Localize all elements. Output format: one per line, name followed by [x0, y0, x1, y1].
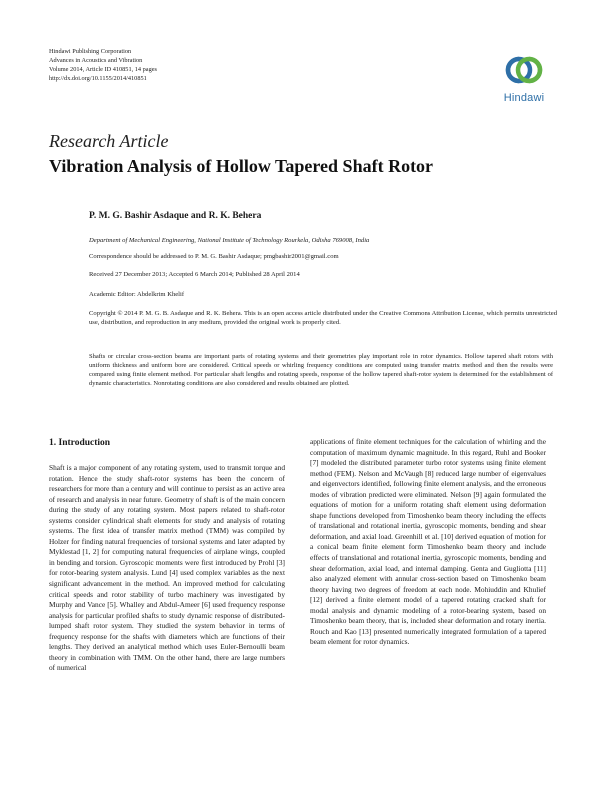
- introduction-paragraph-left: Shaft is a major component of any rotating system, used to transmit torque and rotation. Hence the study shaft-rotor systems has been the concern of researchers for more than a century and will continue to persist as an active area of research and analysis in near future. Geometry of shaft is of the main concern during the study of any rotating system. Most papers related to shaft-rotor systems consider cylindrical shaft elements for study and analysis of rotating systems. The first idea of transfer matrix method (TMM) was compiled by Holzer for finding natural frequencies of torsional systems and later adapted by Myklestad [1, 2] for computing natural frequencies of airplane wings, coupled in bending and torsion. Gyroscopic moments were first introduced by Prohl [3] for rotor-bearing system analysis. Lund [4] used complex variables as the next significant advancement in the method. An improved method for calculating critical speeds and rotor stability of turbo machinery was investigated by Murphy and Vance [5]. Whalley and Abdul-Ameer [6] used frequency response analysis for particular profiled shafts to study dynamic response of distributed-lumped shaft rotor system. They studied the system behavior in terms of frequency response for the shafts with diameters which are functions of their lengths. They derived an analytical method which uses Euler-Bernoulli beam theory in combination with TMM. On the other hand, there are large numbers of numerical: [49, 463, 285, 673]
- section-heading-introduction: 1. Introduction: [49, 438, 111, 448]
- article-title: Vibration Analysis of Hollow Tapered Shaft Rotor: [49, 156, 434, 176]
- doi-link[interactable]: http://dx.doi.org/10.1155/2014/410851: [49, 75, 147, 82]
- article-type: Research Article: [49, 131, 169, 151]
- academic-editor: Academic Editor: Abdelkrim Khelif: [89, 291, 185, 298]
- affiliation: Department of Mechanical Engineering, National Institute of Technology Rourkela, Odisha 769008, India: [89, 237, 370, 244]
- hindawi-logo: [499, 48, 549, 108]
- author-list: P. M. G. Bashir Asdaque and R. K. Behera: [89, 211, 262, 221]
- publisher-line: Hindawi Publishing Corporation: [49, 48, 132, 55]
- copyright-notice: Copyright © 2014 P. M. G. B. Asdaque and R. K. Behera. This is an open access article distributed under the Creative Commons Attribution License, which permits unrestricted use, distribution, and reproduction in any medium, provided the original work is properly cited.: [89, 310, 557, 326]
- body-column-right: [310, 437, 546, 648]
- introduction-paragraph-right: applications of finite element techniques for the calculation of whirling and the computation of maximum dynamic magnitude. In this regard, Ruhl and Booker [7] modeled the distributed parameter turbo rotor systems using finite element method (FEM). Nelson and McVaugh [8] reduced large number of eigenvalues and eigenvectors identified, following finite element analysis, and the erroneous modes of vibration predicted were eliminated. Nelson [9] again formulated the equations of motion for a uniform rotating shaft element using deformation shape functions developed from Timoshenko beam theory including the effects of translational and rotational inertia, gyroscopic moments, bending and shear deformation, and axial load. Greenhill et al. [10] derived equation of motion for a conical beam finite element form Timoshenko beam theory and include effects of translational and rotational inertia, gyroscopic moments, bending and shear deformation, axial load, and internal damping. Genta and Gugliotta [11] also analyzed element with annular cross-section based on Timoshenko beam theory having two degrees of freedom at each node. Mohiuddin and Khulief [12] derived a finite element model of a tapered rotating cracked shaft for modal analysis and dynamic modeling of a rotor-bearing system, based on Timoshenko beam theory, that is, included shear deformation and rotary inertia. Rouch and Kao [13] presented numerically integrated formulation of a tapered beam element for rotor dynamics.: [310, 437, 546, 647]
- journal-info: [49, 47, 157, 83]
- logo-wordmark: Hindawi: [503, 92, 545, 104]
- correspondence: Correspondence should be addressed to P. M. G. Bashir Asdaque; pmgbashir2001@gmail.com: [89, 253, 339, 260]
- publication-dates: Received 27 December 2013; Accepted 6 March 2014; Published 28 April 2014: [89, 271, 300, 278]
- volume-line: Volume 2014, Article ID 410851, 14 pages: [49, 66, 157, 73]
- abstract: Shafts or circular cross-section beams are important parts of rotating systems and their geometries play important role in rotor dynamics. Hollow tapered shaft rotors with uniform thickness and uniform bore are considered. Critical speeds or whirling frequency conditions are computed using transfer matrix method and then the results were compared using finite element method. For particular shaft lengths and rotating speeds, response of the hollow tapered shaft-rotor system is determined for the establishment of dynamic characteristics. Nonrotating conditions are also considered and results obtained are plotted.: [89, 353, 553, 387]
- body-column-left: [49, 437, 285, 674]
- journal-name: Advances in Acoustics and Vibration: [49, 57, 143, 64]
- hindawi-logo-icon: [499, 48, 549, 92]
